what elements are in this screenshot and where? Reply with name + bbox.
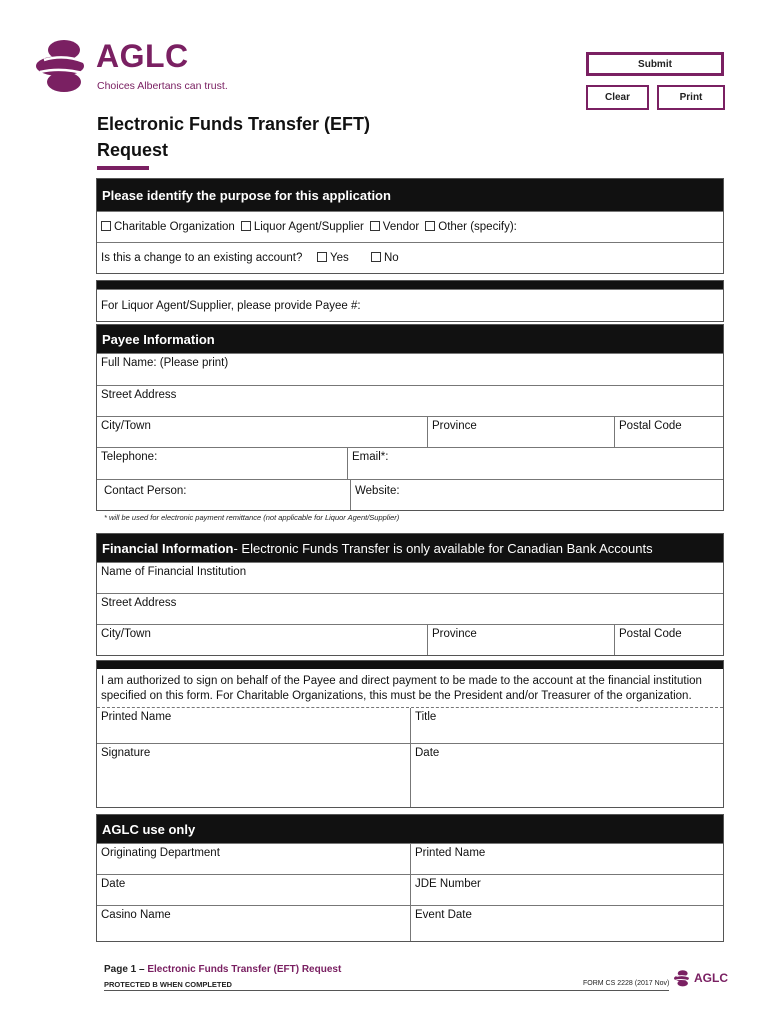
jde-number-field[interactable]: JDE Number [410,875,723,905]
payee-city-row [97,416,723,447]
logo-wordmark: AGLC [96,38,189,74]
signature-date-row [97,743,723,807]
option-yes[interactable]: Yes [317,252,371,264]
checkbox-icon[interactable] [425,221,435,231]
checkbox-icon[interactable] [371,252,381,262]
change-question-label: Is this a change to an existing account? [101,252,303,264]
aglc-printed-name-field[interactable]: Printed Name [410,844,723,874]
payee-city-field[interactable]: City/Town [101,420,151,432]
change-question-row [97,242,723,273]
financial-heading-bold: Financial Information [102,540,234,556]
checkbox-icon[interactable] [101,221,111,231]
option-charitable[interactable]: Charitable Organization [101,221,235,233]
title-line-2: Request [97,140,169,160]
payee-street-label: Street Address [101,389,177,401]
aglc-row-3 [97,905,723,941]
payee-number-field[interactable] [97,289,723,321]
title-accent-bar [97,166,149,170]
financial-street-field[interactable] [97,593,723,624]
financial-postal-field[interactable]: Postal Code [614,625,723,655]
aglc-use-heading: AGLC use only [97,815,723,843]
title-line-1: Electronic Funds Transfer (EFT) [97,114,371,134]
aglc-logo-icon [36,36,94,94]
originating-dept-field[interactable]: Originating Department [101,847,220,859]
full-name-field[interactable] [97,353,723,385]
authorization-section [96,660,724,808]
aglc-row-1 [97,843,723,874]
purpose-heading: Please identify the purpose for this application [97,179,723,211]
telephone-email-row [97,447,723,479]
option-vendor[interactable]: Vendor [370,221,419,233]
footer-protected-note: PROTECTED B WHEN COMPLETED [104,980,232,989]
website-field[interactable]: Website: [350,480,723,510]
aglc-date-field[interactable]: Date [101,878,126,890]
checkbox-icon[interactable] [370,221,380,231]
footer-logo [674,968,730,990]
option-liquor-agent[interactable]: Liquor Agent/Supplier [241,221,364,233]
financial-city-row [97,624,723,655]
contact-website-row [97,479,723,510]
auth-date-field[interactable]: Date [410,744,723,807]
aglc-row-2 [97,874,723,905]
contact-person-field[interactable]: Contact Person: [104,485,187,497]
authorization-statement: I am authorized to sign on behalf of the Payee and direct payment to be made to the account at the financial institution specified on this form. For Charitable Organizations, this must be the President and/or Treasurer of the organization. [101,675,702,702]
email-footnote: * will be used for electronic payment remittance (not applicable for Liquor Agent/Supplier) [104,513,400,522]
aglc-logo [36,36,236,96]
institution-field[interactable] [97,562,723,593]
payee-street-field[interactable] [97,385,723,416]
purpose-options-row [97,211,723,242]
telephone-field[interactable]: Telephone: [101,451,158,463]
payee-postal-field[interactable]: Postal Code [614,417,723,447]
authorization-bar [97,661,723,669]
page-title [97,111,370,163]
purpose-section [96,178,724,274]
payee-heading: Payee Information [97,325,723,353]
logo-tagline: Choices Albertans can trust. [97,80,228,92]
checkbox-icon[interactable] [317,252,327,262]
institution-label: Name of Financial Institution [101,566,247,578]
option-no[interactable]: No [371,252,399,264]
payee-section [96,324,724,511]
footer-form-code: FORM CS 2228 (2017 Nov) [583,980,670,987]
auth-title-field[interactable]: Title [410,708,723,743]
footer-logo-icon [674,968,692,988]
aglc-use-section [96,814,724,942]
payee-number-section [96,280,724,322]
footer-divider [104,990,669,991]
financial-heading-note: - Electronic Funds Transfer is only available for Canadian Bank Accounts [233,540,653,556]
casino-name-field[interactable]: Casino Name [101,909,171,921]
checkbox-icon[interactable] [241,221,251,231]
payee-number-label: For Liquor Agent/Supplier, please provide Payee #: [101,299,361,312]
financial-province-field[interactable]: Province [427,625,614,655]
email-field[interactable]: Email*: [347,448,723,479]
event-date-field[interactable]: Event Date [410,906,723,941]
footer-page-number: Page 1 – [104,964,148,975]
auth-printed-name-field[interactable]: Printed Name [101,711,172,723]
signature-field[interactable]: Signature [101,747,151,759]
footer-doc-title: Electronic Funds Transfer (EFT) Request [147,964,342,975]
clear-button[interactable]: Clear [586,85,649,110]
footer-logo-wordmark: AGLC [694,971,728,985]
submit-button[interactable]: Submit [586,52,724,76]
printed-name-title-row [97,707,723,743]
print-button[interactable]: Print [657,85,725,110]
financial-section [96,533,724,656]
financial-street-label: Street Address [101,597,177,609]
full-name-label: Full Name: (Please print) [101,357,229,369]
financial-city-field[interactable]: City/Town [101,628,151,640]
payee-number-bar [97,281,723,289]
payee-province-field[interactable]: Province [427,417,614,447]
financial-heading [97,534,723,562]
footer-page-title [104,964,341,975]
option-other[interactable]: Other (specify): [425,221,517,233]
